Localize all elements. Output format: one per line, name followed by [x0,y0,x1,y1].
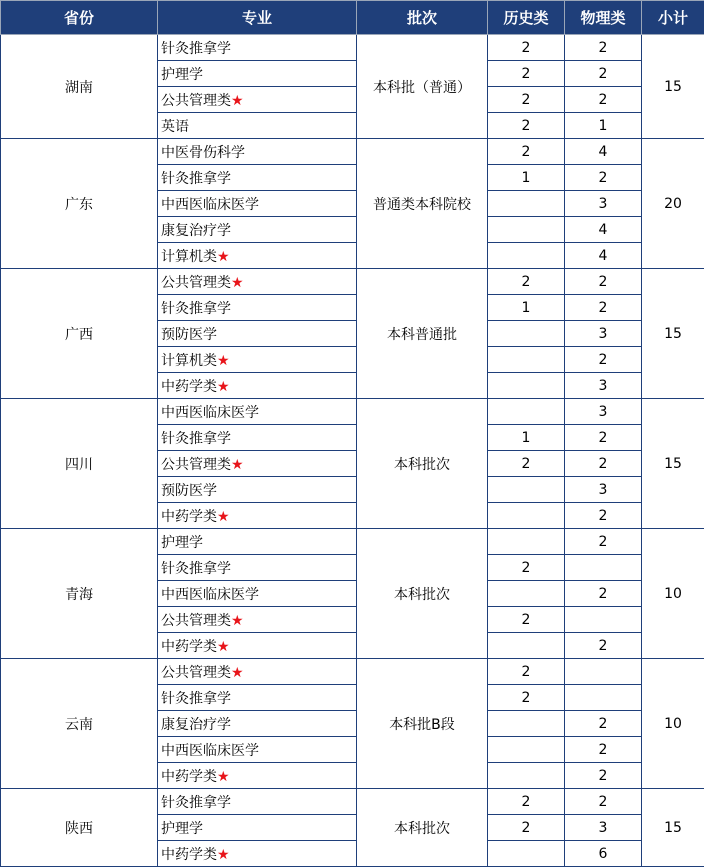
header-major: 专业 [158,1,357,35]
batch-cell: 普通类本科院校 [357,139,488,269]
major-cell [158,399,357,425]
history-count-cell: 2 [488,139,565,165]
major-name: 针灸推拿学 [161,171,231,187]
history-count-cell [488,243,565,269]
major-name: 针灸推拿学 [161,431,231,447]
header-batch: 批次 [357,1,488,35]
major-name: 计算机类 [161,353,217,369]
physics-count-cell: 2 [565,347,642,373]
major-name: 中西医临床医学 [161,197,259,213]
major-name: 中药学类 [161,847,217,863]
physics-count-cell: 2 [565,87,642,113]
major-cell [158,243,357,269]
major-cell [158,633,357,659]
major-cell [158,789,357,815]
major-name: 针灸推拿学 [161,41,231,57]
major-cell [158,711,357,737]
physics-count-cell: 2 [565,633,642,659]
physics-count-cell: 4 [565,217,642,243]
province-cell: 广东 [1,139,158,269]
star-icon: ★ [217,353,230,369]
major-cell [158,685,357,711]
table-row [1,139,704,165]
physics-count-cell: 3 [565,477,642,503]
physics-count-cell: 2 [565,581,642,607]
major-cell [158,477,357,503]
physics-count-cell: 2 [565,295,642,321]
history-count-cell [488,763,565,789]
physics-count-cell: 2 [565,503,642,529]
history-count-cell: 2 [488,659,565,685]
major-name: 康复治疗学 [161,223,231,239]
major-cell [158,737,357,763]
major-cell [158,555,357,581]
major-cell [158,113,357,139]
major-cell [158,321,357,347]
major-name: 护理学 [161,67,203,83]
major-cell [158,269,357,295]
province-cell: 四川 [1,399,158,529]
major-cell [158,425,357,451]
physics-count-cell: 2 [565,789,642,815]
major-name: 针灸推拿学 [161,795,231,811]
star-icon: ★ [217,639,230,655]
history-count-cell [488,841,565,867]
physics-count-cell: 2 [565,35,642,61]
table-body [1,35,704,867]
major-cell [158,529,357,555]
history-count-cell [488,633,565,659]
history-count-cell [488,581,565,607]
major-name: 中药学类 [161,639,217,655]
subtotal-cell: 15 [642,269,704,399]
star-icon: ★ [231,457,244,473]
history-count-cell: 1 [488,425,565,451]
major-name: 公共管理类 [161,93,231,109]
physics-count-cell [565,685,642,711]
province-cell: 青海 [1,529,158,659]
physics-count-cell: 3 [565,191,642,217]
physics-count-cell: 3 [565,399,642,425]
major-cell [158,295,357,321]
province-cell: 湖南 [1,35,158,139]
major-name: 康复治疗学 [161,717,231,733]
physics-count-cell: 2 [565,737,642,763]
major-cell [158,607,357,633]
table-row [1,789,704,815]
history-count-cell [488,191,565,217]
history-count-cell [488,503,565,529]
major-cell [158,841,357,867]
subtotal-cell: 10 [642,659,704,789]
star-icon: ★ [231,613,244,629]
major-cell [158,763,357,789]
star-icon: ★ [217,509,230,525]
major-name: 公共管理类 [161,613,231,629]
table-row [1,35,704,61]
major-name: 公共管理类 [161,665,231,681]
subtotal-cell: 20 [642,139,704,269]
star-icon: ★ [217,249,230,265]
physics-count-cell: 2 [565,165,642,191]
major-cell [158,581,357,607]
physics-count-cell: 2 [565,425,642,451]
history-count-cell [488,529,565,555]
history-count-cell: 2 [488,61,565,87]
table-row [1,399,704,425]
star-icon: ★ [231,275,244,291]
batch-cell: 本科批次 [357,399,488,529]
history-count-cell: 2 [488,35,565,61]
major-name: 预防医学 [161,483,217,499]
major-cell [158,373,357,399]
history-count-cell [488,217,565,243]
physics-count-cell [565,659,642,685]
subtotal-cell: 10 [642,529,704,659]
header-total: 小计 [642,1,704,35]
physics-count-cell [565,555,642,581]
major-name: 中药学类 [161,379,217,395]
star-icon: ★ [231,665,244,681]
physics-count-cell: 3 [565,373,642,399]
major-cell [158,139,357,165]
batch-cell: 本科批B段 [357,659,488,789]
history-count-cell: 2 [488,607,565,633]
table-row [1,529,704,555]
history-count-cell [488,347,565,373]
major-name: 英语 [161,119,189,135]
physics-count-cell: 3 [565,815,642,841]
major-name: 针灸推拿学 [161,301,231,317]
history-count-cell [488,399,565,425]
batch-cell: 本科批次 [357,789,488,867]
province-cell: 广西 [1,269,158,399]
physics-count-cell: 2 [565,529,642,555]
physics-count-cell: 2 [565,451,642,477]
star-icon: ★ [217,769,230,785]
province-cell: 陕西 [1,789,158,867]
major-cell [158,451,357,477]
major-name: 公共管理类 [161,457,231,473]
subtotal-cell: 15 [642,789,704,867]
history-count-cell: 2 [488,789,565,815]
physics-count-cell: 2 [565,711,642,737]
major-cell [158,61,357,87]
physics-count-cell: 4 [565,139,642,165]
history-count-cell: 2 [488,555,565,581]
physics-count-cell: 4 [565,243,642,269]
batch-cell: 本科批（普通） [357,35,488,139]
major-name: 针灸推拿学 [161,691,231,707]
header-row [1,1,704,35]
history-count-cell: 1 [488,165,565,191]
history-count-cell: 2 [488,685,565,711]
table-row [1,659,704,685]
major-name: 中西医临床医学 [161,587,259,603]
subtotal-cell: 15 [642,35,704,139]
physics-count-cell: 2 [565,763,642,789]
batch-cell: 本科批次 [357,529,488,659]
major-cell [158,191,357,217]
history-count-cell [488,373,565,399]
history-count-cell: 2 [488,87,565,113]
history-count-cell: 2 [488,815,565,841]
major-name: 中西医临床医学 [161,743,259,759]
physics-count-cell: 2 [565,269,642,295]
header-physics: 物理类 [565,1,642,35]
province-cell: 云南 [1,659,158,789]
history-count-cell: 1 [488,295,565,321]
major-name: 护理学 [161,535,203,551]
star-icon: ★ [217,379,230,395]
major-cell [158,217,357,243]
star-icon: ★ [217,847,230,863]
major-cell [158,659,357,685]
major-name: 中医骨伤科学 [161,145,245,161]
major-name: 中药学类 [161,509,217,525]
header-province: 省份 [1,1,158,35]
history-count-cell: 2 [488,113,565,139]
major-name: 中药学类 [161,769,217,785]
history-count-cell [488,477,565,503]
physics-count-cell: 6 [565,841,642,867]
batch-cell: 本科普通批 [357,269,488,399]
major-name: 计算机类 [161,249,217,265]
major-cell [158,815,357,841]
physics-count-cell: 2 [565,61,642,87]
major-name: 针灸推拿学 [161,561,231,577]
major-cell [158,165,357,191]
physics-count-cell: 1 [565,113,642,139]
history-count-cell [488,321,565,347]
table-row [1,269,704,295]
major-name: 中西医临床医学 [161,405,259,421]
major-name: 预防医学 [161,327,217,343]
major-cell [158,503,357,529]
history-count-cell: 2 [488,451,565,477]
star-icon: ★ [231,93,244,109]
major-cell [158,87,357,113]
history-count-cell [488,711,565,737]
major-cell [158,35,357,61]
header-history: 历史类 [488,1,565,35]
major-name: 公共管理类 [161,275,231,291]
major-cell [158,347,357,373]
major-name: 护理学 [161,821,203,837]
physics-count-cell [565,607,642,633]
subtotal-cell: 15 [642,399,704,529]
history-count-cell: 2 [488,269,565,295]
history-count-cell [488,737,565,763]
physics-count-cell: 3 [565,321,642,347]
